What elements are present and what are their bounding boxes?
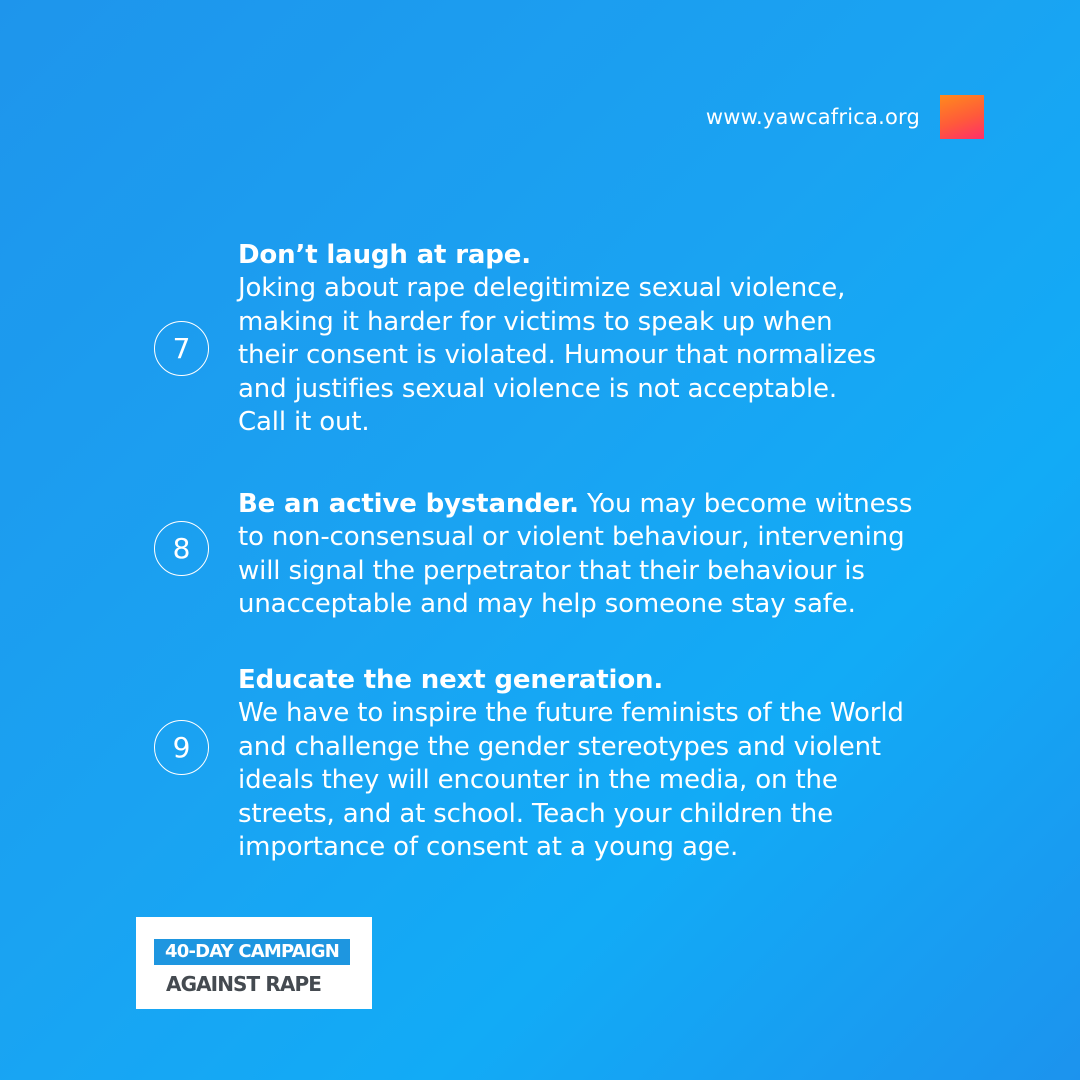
tip-body-line: and challenge the gender stereotypes and violent [238,731,881,762]
tip-title: Educate the next generation. [238,665,664,695]
tip-number-badge: 7 [154,321,209,376]
tip-body-line: importance of consent at a young age. [238,832,739,863]
website-url[interactable]: www.yawcafrica.org [705,105,920,129]
tip-body-line: their consent is violated. Humour that normalizes [238,340,876,371]
tip-body-line: We have to inspire the future feminists of the World [238,698,904,729]
header [706,95,984,139]
tip-body-line: streets, and at school. Teach your children the [238,798,833,829]
tip-body-line: to non-consensual or violent behaviour, intervening [238,522,905,553]
tip-title: Be an active bystander. [238,489,579,519]
tip-body-line: Call it out. [238,407,370,438]
tip-text [238,664,1028,864]
tip-body-line: making it harder for victims to speak up when [238,306,833,337]
campaign-badge [136,917,372,1009]
campaign-badge-title: 40-DAY CAMPAIGN [154,939,350,965]
logo-square-icon [940,95,984,139]
tip-body-line: will signal the perpetrator that their behaviour is [238,555,865,586]
tip-first-line [238,488,1028,521]
tip-body-inline: You may become witness [586,489,913,519]
tip-body-line: Joking about rape delegitimize sexual violence, [238,273,846,304]
tip-body-line: ideals they will encounter in the media, on the [238,765,838,796]
tip-text [238,488,1028,622]
tip-number-badge: 9 [154,720,209,775]
tip-number-badge: 8 [154,521,209,576]
tip-text [238,239,1028,439]
tip-title: Don’t laugh at rape. [238,240,531,270]
campaign-badge-subtitle: AGAINST RAPE [166,972,321,996]
tip-body-line: unacceptable and may help someone stay safe. [238,589,856,620]
tip-body-line: and justifies sexual violence is not acceptable. [238,373,837,404]
